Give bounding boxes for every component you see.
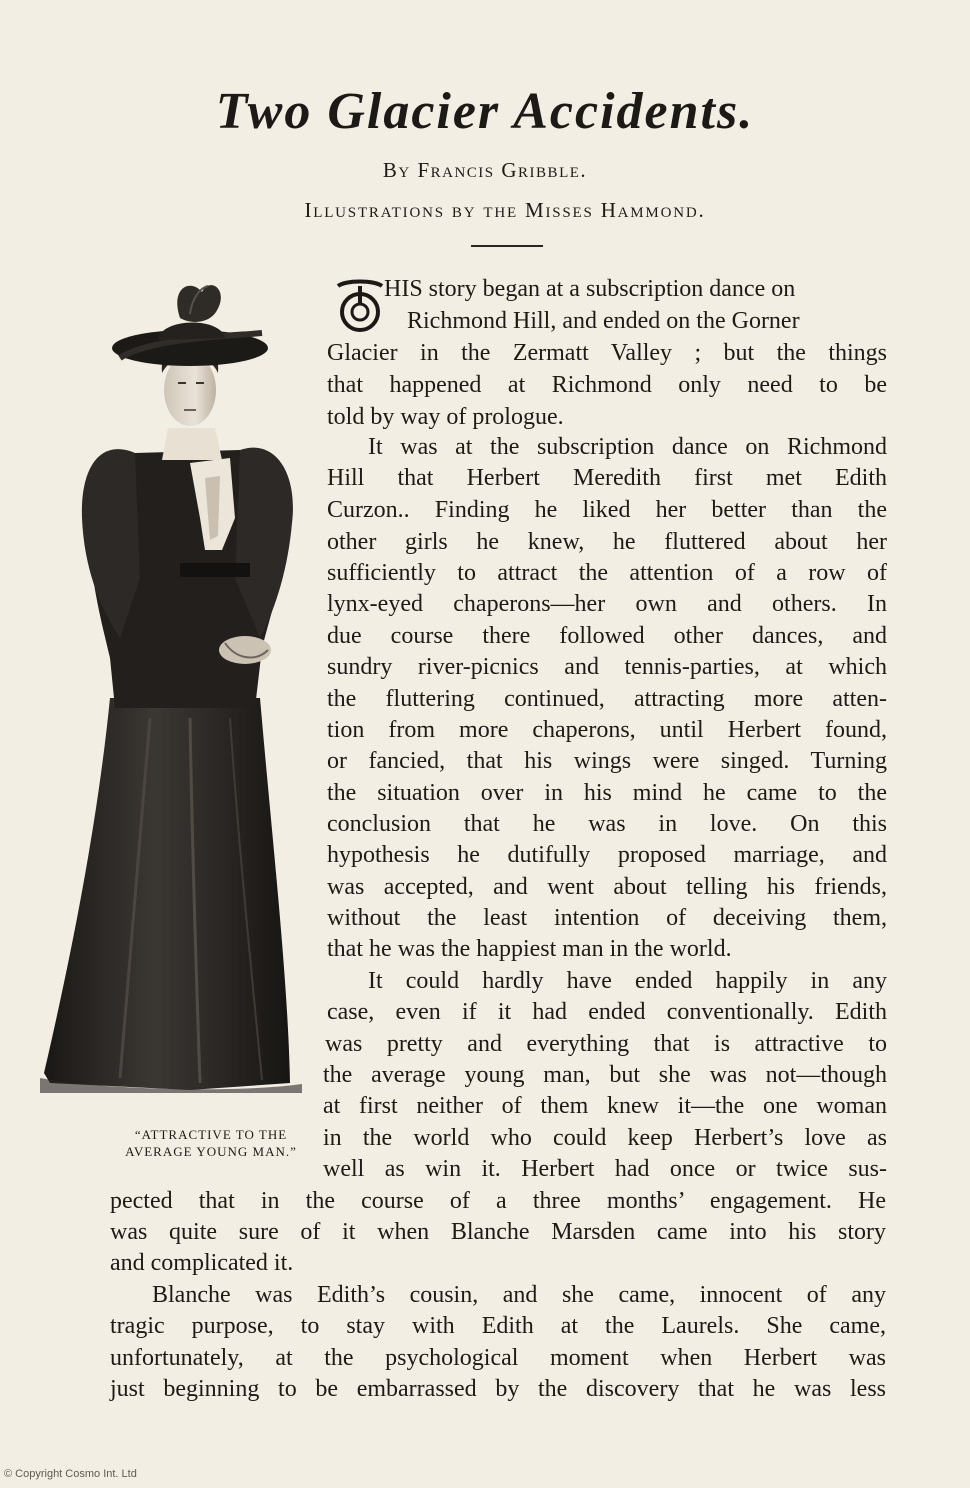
body-line: that he was the happiest man in the world. [327, 936, 732, 962]
drop-cap-letter: T [336, 278, 337, 279]
body-line: at first neither of them knew it—the one woman [323, 1093, 887, 1119]
body-line: and complicated it. [110, 1250, 294, 1276]
body-line: Glacier in the Zermatt Valley ; but the things [327, 340, 887, 366]
body-line: hypothesis he dutifully proposed marriage, and [327, 842, 887, 868]
body-line: Curzon.. Finding he liked her better than the [327, 497, 887, 523]
body-line: due course there followed other dances, and [327, 623, 887, 649]
body-line: It was at the subscription dance on Richmond [368, 434, 887, 460]
body-line: was quite sure of it when Blanche Marsden came into his story [110, 1219, 886, 1245]
body-line: or fancied, that his wings were singed. Turning [327, 748, 887, 774]
illustrator-credit: Illustrations by the Misses Hammond. [304, 198, 706, 222]
copyright-watermark: © Copyright Cosmo Int. Ltd [4, 1468, 137, 1480]
body-line: It could hardly have ended happily in any [368, 968, 887, 994]
body-line: Blanche was Edith’s cousin, and she came, innocent of any [152, 1282, 886, 1308]
body-line: told by way of prologue. [327, 404, 564, 430]
body-line: Richmond Hill, and ended on the Gorner [407, 308, 800, 334]
body-line: the situation over in his mind he came to the [327, 780, 887, 806]
body-line: was accepted, and went about telling his friends, [327, 874, 887, 900]
body-line: case, even if it had ended conventionally. Edith [327, 999, 887, 1025]
body-line: sufficiently to attract the attention of a row of [327, 560, 887, 586]
body-line: in the world who could keep Herbert’s love as [323, 1125, 887, 1151]
body-line: that happened at Richmond only need to be [327, 372, 887, 398]
caption-line: AVERAGE YOUNG MAN.” [125, 1144, 297, 1159]
body-line: just beginning to be embarrassed by the discovery that he was less [110, 1376, 886, 1402]
author-byline: By Francis Gribble. [382, 158, 588, 182]
body-line: without the least intention of deceiving them, [327, 905, 887, 931]
body-line: the average young man, but she was not—though [323, 1062, 887, 1088]
drop-cap-ornament [336, 278, 384, 334]
article-title: Two Glacier Accidents. [215, 83, 755, 140]
body-line: sundry river-picnics and tennis-parties, at which [327, 654, 887, 680]
body-line: other girls he knew, he fluttered about her [327, 529, 887, 555]
caption-line: “ATTRACTIVE TO THE [134, 1127, 288, 1142]
figure-caption [108, 1126, 314, 1160]
body-line: well as win it. Herbert had once or twice sus- [323, 1156, 887, 1182]
body-line: was pretty and everything that is attractive to [325, 1031, 887, 1057]
body-line: lynx-eyed chaperons—her own and others. In [327, 591, 887, 617]
body-line: Hill that Herbert Meredith first met Edith [327, 465, 887, 491]
body-line: the fluttering continued, attracting more atten- [327, 686, 887, 712]
woman-illustration [40, 278, 302, 1093]
body-line: tragic purpose, to stay with Edith at the Laurels. She came, [110, 1313, 886, 1339]
body-line: tion from more chaperons, until Herbert found, [327, 717, 887, 743]
body-line: HIS story began at a subscription dance on [384, 276, 796, 302]
body-line: pected that in the course of a three months’ engagement. He [110, 1188, 886, 1214]
body-line: conclusion that he was in love. On this [327, 811, 887, 837]
body-line: unfortunately, at the psychological moment when Herbert was [110, 1345, 886, 1371]
title-divider [471, 245, 543, 247]
